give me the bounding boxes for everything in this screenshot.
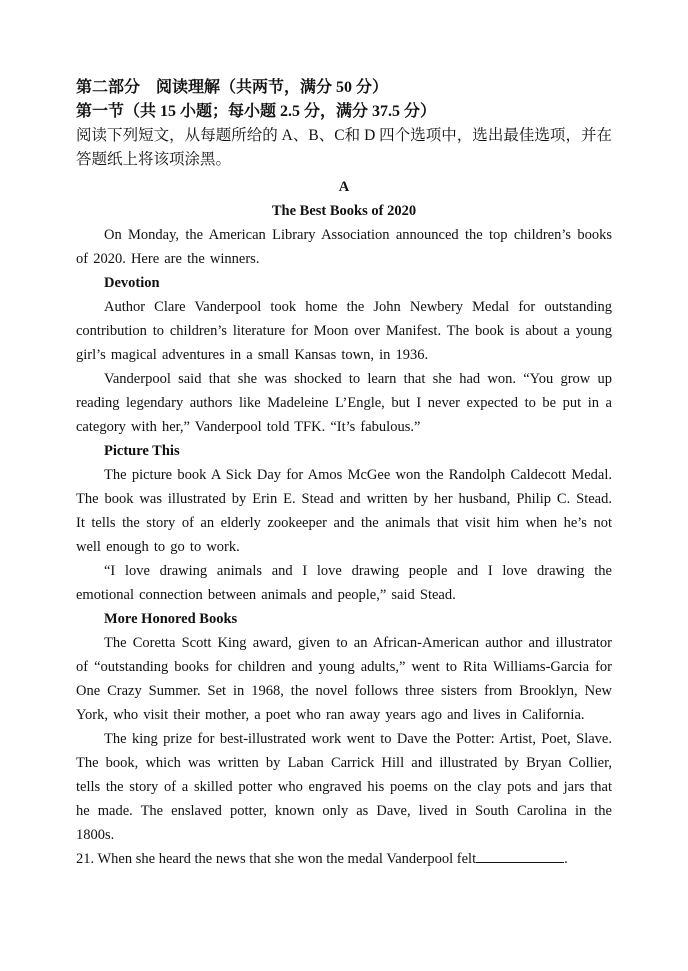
passage-intro: On Monday, the American Library Association announced the top children’s books of 2020. Here are the winners.: [76, 227, 612, 267]
exam-page: [76, 76, 612, 871]
question-21: [76, 847, 612, 871]
paragraph: The Coretta Scott King award, given to an African-American author and illustrator of “outstanding books for children and young adults,” went to Rita Williams-Garcia for One Crazy Summer. Set in 1968, the novel follows three sisters from Brooklyn, New York, who visit their mother, a poet who ran away years ago and lives in California.: [76, 635, 612, 723]
paragraph: Author Clare Vanderpool took home the John Newbery Medal for outstanding contribution to children’s literature for Moon over Manifest. The book is about a young girl’s magical adventures in a small Kansas town, in 1936.: [76, 299, 612, 363]
paragraph: Vanderpool said that she was shocked to learn that she had won. “You grow up reading legendary authors like Madeleine L’Engle, but I never expected to be put in a category with her,” Vanderpool told TFK. “It’s fabulous.”: [76, 371, 612, 435]
section-title: 第一节（共 15 小题；每小题 2.5 分，满分 37.5 分）: [76, 103, 437, 120]
section-heading: Picture This: [104, 443, 180, 459]
part-title: 第二部分 阅读理解（共两节，满分 50 分）: [76, 79, 389, 96]
paragraph: The king prize for best-illustrated work went to Dave the Potter: Artist, Poet, Slave. The book, which was written by Laban Carrick Hill and illustrated by Bryan Collier, tells the story of a skilled potter who engraved his poems on the clay pots and jars that he made. The enslaved potter, known only as Dave, lived in South Carolina in the 1800s.: [76, 731, 612, 843]
instructions: 阅读下列短文，从每题所给的 A、B、C和 D 四个选项中，选出最佳选项，并在答题纸上将该项涂黑。: [76, 127, 612, 168]
section-heading: More Honored Books: [104, 611, 238, 627]
passage-label: A: [338, 179, 350, 195]
answer-blank[interactable]: [476, 848, 564, 863]
question-text: 21. When she heard the news that she won the medal Vanderpool felt: [76, 851, 477, 867]
paragraph: “I love drawing animals and I love drawing people and I love drawing the emotional connection between animals and people,” said Stead.: [76, 563, 612, 603]
question-end: .: [564, 851, 568, 867]
section-heading: Devotion: [104, 275, 160, 291]
paragraph: The picture book A Sick Day for Amos McGee won the Randolph Caldecott Medal. The book was illustrated by Erin E. Stead and written by her husband, Philip C. Stead. It tells the story of an elderly zookeeper and the animals that visit him when he’s not well enough to go to work.: [76, 467, 612, 555]
passage-title: The Best Books of 2020: [271, 203, 417, 219]
